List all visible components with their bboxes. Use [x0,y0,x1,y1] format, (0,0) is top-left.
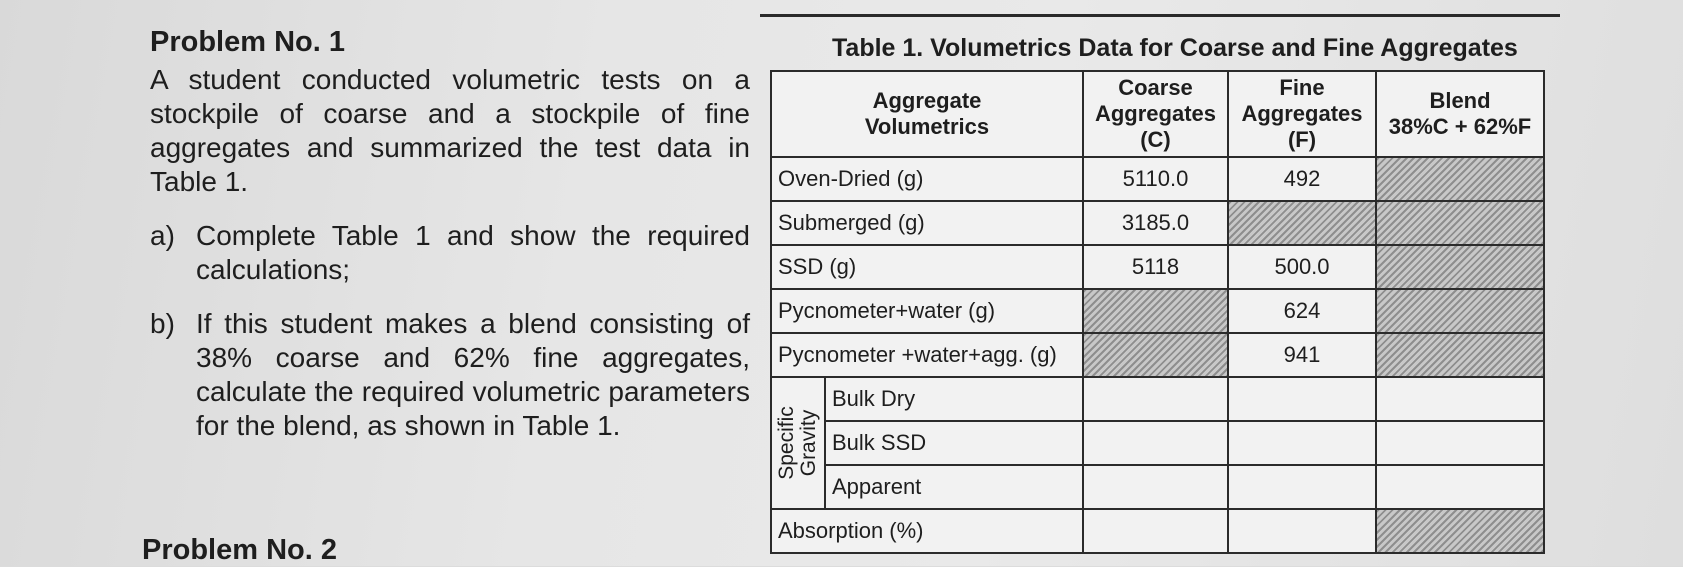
problem-2-title: Problem No. 2 [142,534,337,566]
empty-cell [1228,377,1376,421]
shaded-cell [1376,157,1544,201]
table-row [771,157,1544,201]
header-coarse [1083,71,1228,157]
item-a-label: a) [150,220,175,251]
row-label: Pycnometer+water (g) [771,289,1083,333]
volumetrics-table [770,70,1545,554]
table-row [771,509,1544,553]
table-header-row [771,71,1544,157]
table-caption: Table 1. Volumetrics Data for Coarse and Fine Aggregates [832,34,1518,62]
table-row [771,377,1544,421]
fine-value: 500.0 [1228,245,1376,289]
table-row [771,465,1544,509]
shaded-cell [1376,289,1544,333]
empty-cell [1228,465,1376,509]
table-row [771,333,1544,377]
item-a-text: Complete Table 1 and show the required calculations; [196,220,750,285]
table-row [771,245,1544,289]
row-label: Pycnometer +water+agg. (g) [771,333,1083,377]
shaded-cell [1376,333,1544,377]
fine-value: 492 [1228,157,1376,201]
specific-gravity-label [776,406,820,480]
fine-value: 624 [1228,289,1376,333]
shaded-cell [1228,201,1376,245]
header-blend [1376,71,1544,157]
empty-cell [1083,465,1228,509]
row-label: Apparent [825,465,1083,509]
problem-1-intro: A student conducted volumetric tests on a stockpile of coarse and a stockpile of fine aggregates and summarized the test data in Table 1. [150,64,750,197]
item-b [150,307,750,443]
header-text: Aggregate [872,88,982,113]
table-row [771,201,1544,245]
table-row [771,421,1544,465]
problem-1-section [150,26,750,443]
shaded-cell [1083,289,1228,333]
empty-cell [1083,421,1228,465]
header-text: (F) [1287,127,1317,152]
header-text: Aggregates [1241,101,1363,126]
header-text: Fine [1279,75,1325,100]
shaded-cell [1376,509,1544,553]
shaded-cell [1376,245,1544,289]
row-label: SSD (g) [771,245,1083,289]
coarse-value: 3185.0 [1083,201,1228,245]
header-aggregate-volumetrics [771,71,1083,157]
header-text: Aggregates [1094,101,1217,126]
empty-cell [1083,377,1228,421]
header-rule [760,14,1560,17]
coarse-value: 5110.0 [1083,157,1228,201]
item-a [150,219,750,287]
sg-text: Gravity [797,409,820,477]
row-label: Bulk Dry [825,377,1083,421]
row-label: Oven-Dried (g) [771,157,1083,201]
fine-value: 941 [1228,333,1376,377]
specific-gravity-group [771,377,825,509]
sg-text: Specific [775,406,798,480]
header-text: Blend [1429,88,1491,113]
item-b-label: b) [150,308,175,339]
row-label: Absorption (%) [771,509,1083,553]
empty-cell [1376,465,1544,509]
empty-cell [1376,421,1544,465]
header-fine [1228,71,1376,157]
empty-cell [1228,421,1376,465]
shaded-cell [1083,333,1228,377]
empty-cell [1083,509,1228,553]
header-text: 38%C + 62%F [1388,114,1532,139]
table-row [771,289,1544,333]
empty-cell [1376,377,1544,421]
item-b-text: If this student makes a blend consisting of 38% coarse and 62% fine aggregates, calculate the required volumetric parameters for the blend, as shown in Table 1. [196,308,750,441]
row-label: Bulk SSD [825,421,1083,465]
row-label: Submerged (g) [771,201,1083,245]
problem-1-title: Problem No. 1 [150,26,345,58]
coarse-value: 5118 [1083,245,1228,289]
header-text: Volumetrics [864,114,990,139]
shaded-cell [1376,201,1544,245]
header-text: Coarse [1118,75,1193,100]
empty-cell [1228,509,1376,553]
header-text: (C) [1140,127,1171,152]
